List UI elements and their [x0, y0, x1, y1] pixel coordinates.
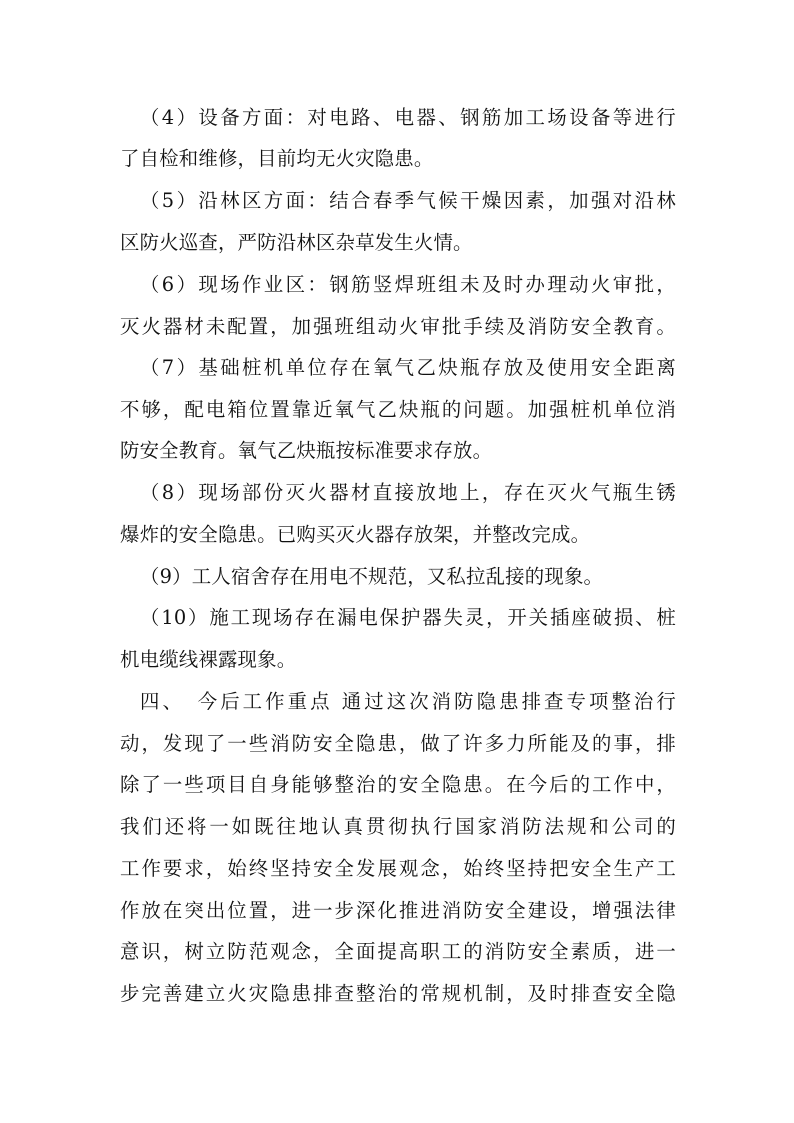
text-line: （5）沿林区方面：结合春季气候干燥因素，加强对沿林 [140, 189, 676, 212]
text-line: 防安全教育。氧气乙炔瓶按标准要求存放。 [120, 439, 493, 462]
text-line: 不够，配电箱位置靠近氧气乙炔瓶的问题。加强桩机单位消 [120, 398, 676, 421]
text-line: 我们还将一如既往地认真贯彻执行国家消防法规和公司的 [120, 815, 676, 838]
text-line: （10）施工现场存在漏电保护器失灵，开关插座破损、桩 [140, 606, 676, 629]
text-line: （8）现场部份灭火器材直接放地上，存在灭火气瓶生锈 [140, 481, 676, 504]
text-line: 动，发现了一些消防安全隐患，做了许多力所能及的事，排 [120, 732, 676, 755]
text-line: 除了一些项目自身能够整治的安全隐患。在今后的工作中， [120, 773, 676, 796]
section-heading-line: 四、 今后工作重点 通过这次消防隐患排查专项整治行 [140, 690, 676, 713]
text-line: （9）工人宿舍存在用电不规范，又私拉乱接的现象。 [140, 565, 604, 588]
text-line: （4）设备方面：对电路、电器、钢筋加工场设备等进行 [140, 106, 676, 129]
text-line: 了自检和维修，目前均无火灾隐患。 [120, 147, 434, 170]
text-line: 步完善建立火灾隐患排查整治的常规机制，及时排查安全隐 [120, 982, 676, 1005]
text-line: 作放在突出位置，进一步深化推进消防安全建设，增强法律 [120, 899, 676, 922]
text-line: （6）现场作业区：钢筋竖焊班组未及时办理动火审批， [140, 273, 676, 296]
text-line: （7）基础桩机单位存在氧气乙炔瓶存放及使用安全距离 [140, 356, 676, 379]
text-line: 机电缆线裸露现象。 [120, 648, 297, 671]
text-line: 工作要求，始终坚持安全发展观念，始终坚持把安全生产工 [120, 857, 676, 880]
text-line: 区防火巡查，严防沿林区杂草发生火情。 [120, 231, 473, 254]
text-line: 意识，树立防范观念，全面提高职工的消防安全素质，进一 [120, 940, 676, 963]
text-line: 爆炸的安全隐患。已购买灭火器存放架，并整改完成。 [120, 523, 591, 546]
text-line: 灭火器材未配置，加强班组动火审批手续及消防安全教育。 [120, 315, 676, 338]
